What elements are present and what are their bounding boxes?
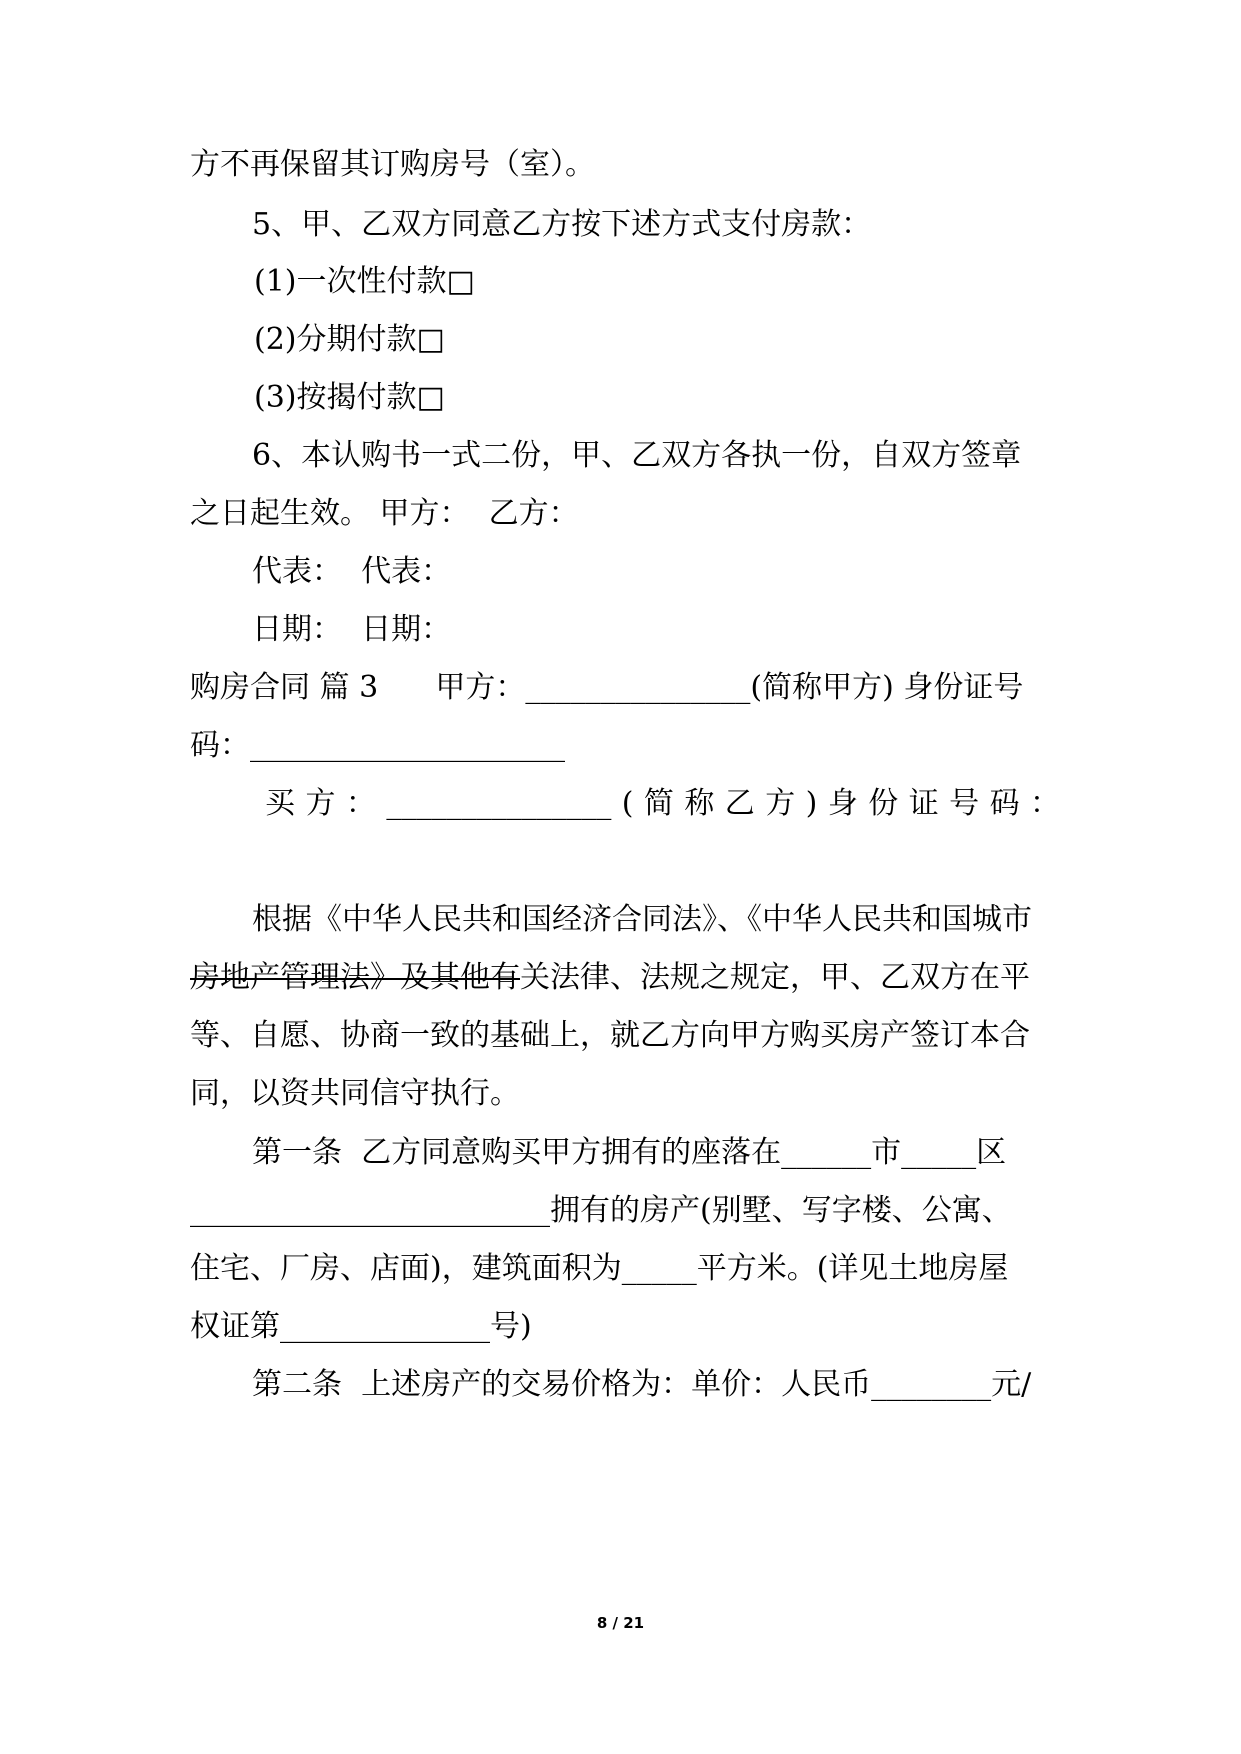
buyer-line-char: 证 xyxy=(908,786,939,821)
paragraph-line: 权证第______________号) xyxy=(190,1309,532,1344)
payment-option-installment: (2)分期付款□ xyxy=(254,322,445,357)
clause-6: 6、本认购书一式二份，甲、乙双方各执一份，自双方签章 xyxy=(252,438,1022,473)
payment-option-lump-sum: (1)一次性付款□ xyxy=(254,264,475,299)
buyer-line-char: 简 xyxy=(643,786,674,821)
seller-id-line: 码：_____________________ xyxy=(190,728,565,763)
paragraph-line: 房地产管理法》及其他有关法律、法规之规定，甲、乙双方在平 xyxy=(190,960,1030,995)
paragraph-line: 等、自愿、协商一致的基础上，就乙方向甲方购买房产签订本合 xyxy=(190,1018,1030,1053)
buyer-line-char: 乙 xyxy=(724,786,755,821)
buyer-line-char: 码 xyxy=(989,786,1020,821)
contract-heading-seller: 购房合同 篇 3 甲方：_______________(简称甲方) 身份证号 xyxy=(190,670,1024,705)
buyer-line-char: ： xyxy=(345,786,376,821)
buyer-line-char: ： xyxy=(1030,786,1060,821)
paragraph-line: 方不再保留其订购房号（室）。 xyxy=(190,147,595,182)
buyer-line-char: 身 xyxy=(827,786,858,821)
buyer-line-char: 方 xyxy=(765,786,796,821)
representative-line: 代表： 代表： xyxy=(252,554,452,589)
buyer-line-char: 份 xyxy=(868,786,899,821)
article-1: 第一条 乙方同意购买甲方拥有的座落在______市_____区 xyxy=(252,1135,1007,1170)
date-line: 日期： 日期： xyxy=(252,612,452,647)
page-number: 8 / 21 xyxy=(596,1614,645,1632)
paragraph-line: ________________________拥有的房产(别墅、写字楼、公寓、 xyxy=(190,1193,1012,1228)
legal-basis-paragraph: 根据《中华人民共和国经济合同法》、《中华人民共和国城市 xyxy=(252,902,1032,937)
buyer-line-char: 号 xyxy=(949,786,980,821)
buyer-line-char: ) xyxy=(805,786,818,821)
paragraph-line: 住宅、厂房、店面)，建筑面积为_____平方米。(详见土地房屋 xyxy=(190,1251,1009,1286)
article-2: 第二条 上述房产的交易价格为：单价：人民币________元/ xyxy=(252,1367,1032,1402)
buyer-line-char: 称 xyxy=(684,786,715,821)
clause-5: 5、甲、乙双方同意乙方按下述方式支付房款： xyxy=(252,207,872,242)
buyer-line-char: ( xyxy=(621,786,634,821)
buyer-name-blank: _______________ xyxy=(386,786,612,821)
paragraph-line: 同，以资共同信守执行。 xyxy=(190,1076,520,1111)
buyer-line-char: 方 xyxy=(305,786,336,821)
buyer-line xyxy=(265,784,1060,824)
paragraph-line: 之日起生效。 甲方： 乙方： xyxy=(190,496,579,531)
payment-option-mortgage: (3)按揭付款□ xyxy=(254,380,445,415)
buyer-line-char: 买 xyxy=(265,786,295,821)
